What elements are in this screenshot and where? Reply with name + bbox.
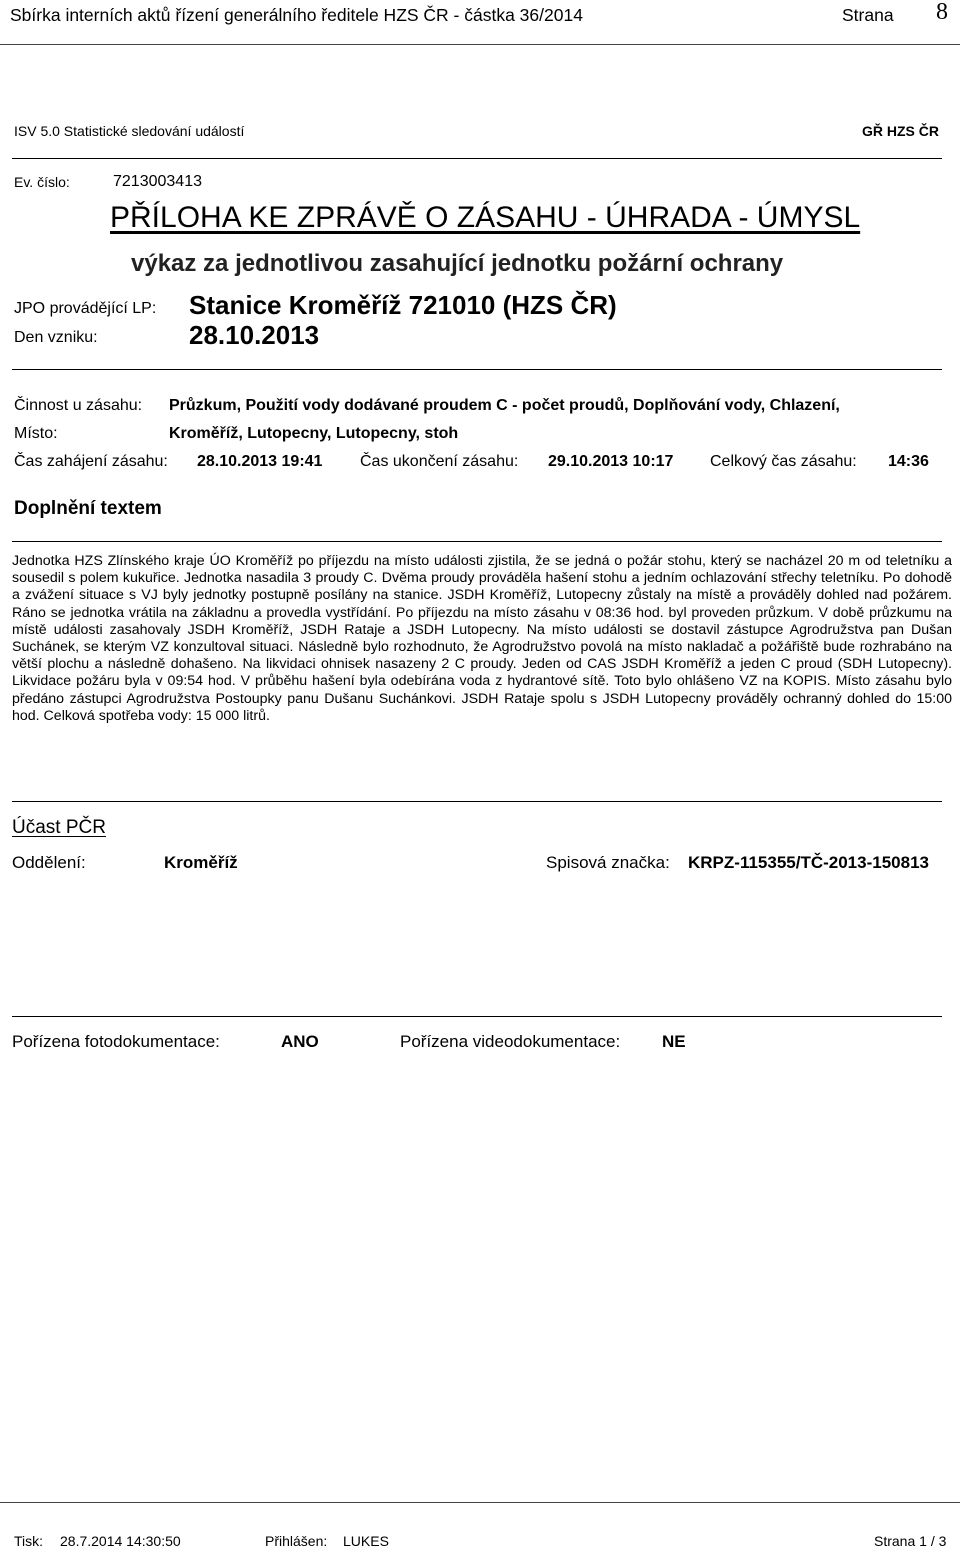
file-number-value: KRPZ-115355/TČ-2013-150813 <box>688 853 929 872</box>
page-label: Strana <box>842 5 894 25</box>
police-heading: Účast PČR <box>12 817 106 838</box>
ev-number-value: 7213003413 <box>113 173 202 190</box>
activity-value: Průzkum, Použití vody dodávané proudem C - počet proudů, Doplňování vody, Chlazení, <box>169 397 840 414</box>
print-datetime: 28.7.2014 14:30:50 <box>60 1533 181 1549</box>
end-time-label: Čas ukončení zásahu: <box>360 453 519 470</box>
page-number: 8 <box>936 0 948 25</box>
video-doc-value: NE <box>662 1032 686 1051</box>
supplement-divider <box>12 541 942 542</box>
total-time-label: Celkový čas zásahu: <box>710 453 857 470</box>
page-counter: Strana 1 / 3 <box>874 1533 947 1549</box>
organization: GŘ HZS ČR <box>862 123 939 139</box>
place-value: Kroměříž, Lutopecny, Lutopecny, stoh <box>169 425 459 442</box>
activity-label: Činnost u zásahu: <box>14 397 143 414</box>
supplement-heading: Doplnění textem <box>14 498 162 519</box>
den-vzniku-value: 28.10.2013 <box>189 320 320 350</box>
login-user: LUKES <box>343 1533 389 1549</box>
record-divider <box>12 369 942 370</box>
print-label: Tisk: <box>14 1533 44 1549</box>
police-divider <box>12 1016 942 1017</box>
report-subtitle: výkaz za jednotlivou zasahující jednotku požární ochrany <box>131 250 784 277</box>
jpo-label: JPO provádějící LP: <box>14 300 157 317</box>
login-label: Přihlášen: <box>265 1533 328 1549</box>
place-label: Místo: <box>14 425 58 442</box>
header-divider <box>0 44 960 45</box>
file-number-label: Spisová značka: <box>546 853 670 872</box>
footer-divider <box>0 1502 960 1503</box>
end-time-value: 29.10.2013 10:17 <box>548 453 674 470</box>
jpo-value: Stanice Kroměříž 721010 (HZS ČR) <box>189 290 617 320</box>
total-time-value: 14:36 <box>888 453 929 470</box>
start-time-label: Čas zahájení zásahu: <box>14 453 168 470</box>
video-doc-label: Pořízena videodokumentace: <box>400 1032 621 1051</box>
photo-doc-value: ANO <box>281 1032 319 1051</box>
system-divider <box>12 158 942 159</box>
police-dept-value: Kroměříž <box>164 853 238 872</box>
report-title: PŘÍLOHA KE ZPRÁVĚ O ZÁSAHU - ÚHRADA - ÚMYSL <box>110 201 861 234</box>
police-dept-label: Oddělení: <box>12 853 86 872</box>
supplement-text: Jednotka HZS Zlínského kraje ÚO Kroměříž po příjezdu na místo události zjistila, že se jedná o požár stohu, který se nacházel 20 m od teletníku a sousedil s polem kukuřice. Jednotka nasadila 3 proudy C. Dvěma proudy prováděla hašení stohu a jedním ochlazování střechy teletníku. Po dohodě a zvážení situace s VJ byly jednotky postupně posílány na stanice. JSDH Kroměříž, Lutopecny zůstaly na místě a prováděly dohled nad požárem. Ráno se jednotka vrátila na základnu a provedla vystřídání. Po příjezdu na místo zásahu v 08:36 hod. byl proveden průzkum. V době průzkumu na místě události zasahovaly JSDH Kroměříž, JSDH Rataje a JSDH Lutopecny. Na místo události se dostavil zástupce Agrodružstva pan Dušan Suchánek, se kterým VZ konzultoval situaci. Následně bylo rozhodnuto, že Agrodružstvo povolá na místo nakladač a požářiště bude rozhrabáno na větší plochu a následně dohašeno. Na likvidaci ohnisek nasazeny 2 C proudy. Jeden od CAS JSDH Kroměříž a jeden C proud (SDH Lutopecny). Likvidace požáru byla v 09:54 hod. V průběhu hašení byla odebírána voda z hydrantové sítě. Toto bylo ohlášeno VZ na KOPIS. Místo zásahu bylo předáno zástupci Agrodružstva Postoupky panu Dušanu Suchánkovi. JSDH Rataje spolu s JSDH Lutopecny prováděly ochranný dohled do 15:00 hod. Celková spotřeba vody: 15 000 litrů. <box>12 553 952 724</box>
narrative-divider <box>12 801 942 802</box>
den-vzniku-label: Den vzniku: <box>14 329 98 346</box>
ev-number-label: Ev. číslo: <box>14 174 70 190</box>
system-name: ISV 5.0 Statistické sledování událostí <box>14 123 245 139</box>
photo-doc-label: Pořízena fotodokumentace: <box>12 1032 220 1051</box>
start-time-value: 28.10.2013 19:41 <box>197 453 323 470</box>
collection-title: Sbírka interních aktů řízení generálního ředitele HZS ČR - částka 36/2014 <box>10 5 583 25</box>
